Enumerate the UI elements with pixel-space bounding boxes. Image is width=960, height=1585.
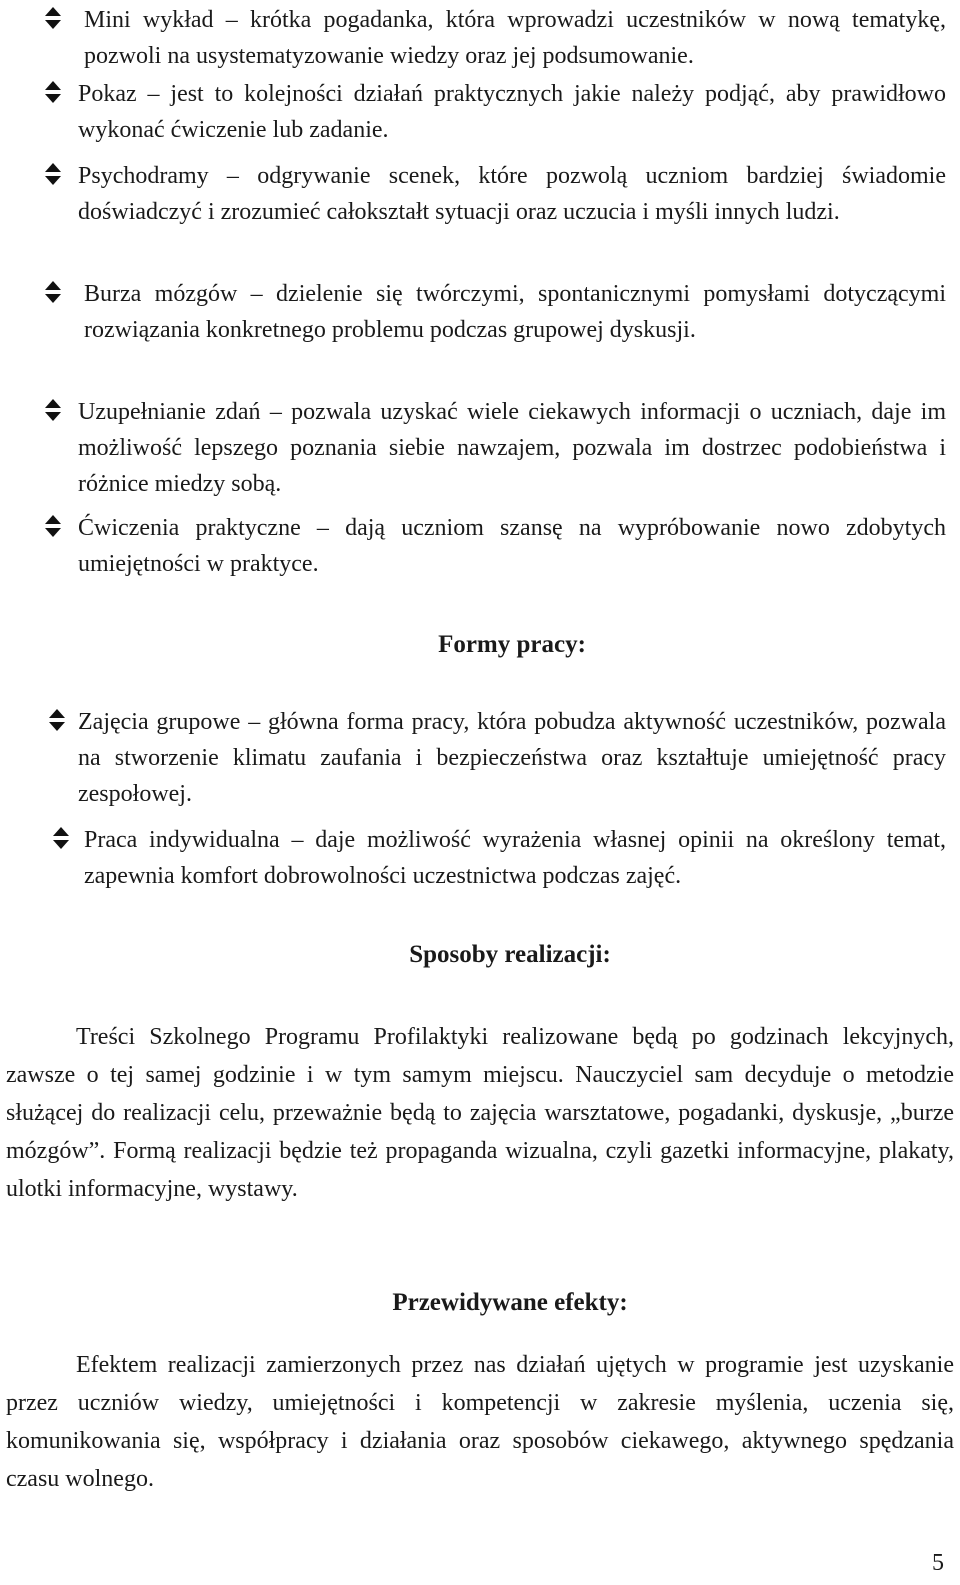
method-text: Burza mózgów – dzielenie się twórczymi, spontanicznymi pomysłami dotyczącymi rozwiązania konkretnego problemu podczas grupowej dyskusji. (84, 281, 946, 343)
effects-heading: Przewidywane efekty: (392, 1289, 628, 1316)
method-item (44, 158, 946, 230)
form-item (44, 822, 946, 894)
forms-heading: Formy pracy: (438, 631, 586, 658)
method-item (44, 2, 946, 74)
double-arrow-icon (48, 707, 66, 733)
method-text: Ćwiczenia praktyczne – dają uczniom szansę na wypróbowanie nowo zdobytych umiejętności w praktyce. (78, 515, 946, 577)
page-number: 5 (932, 1550, 944, 1576)
double-arrow-icon (44, 513, 62, 539)
double-arrow-icon (44, 161, 62, 187)
effects-paragraph: Efektem realizacji zamierzonych przez nas działań ujętych w programie jest uzyskanie przez uczniów wiedzy, umiejętności i kompetencji w zakresie myślenia, uczenia się, komunikowania się, współpracy i działania oraz sposobów ciekawego, aktywnego spędzania czasu wolnego. (6, 1352, 954, 1492)
double-arrow-icon (44, 5, 62, 31)
method-text: Psychodramy – odgrywanie scenek, które pozwolą uczniom bardziej świadomie doświadczyć i zrozumieć całokształt sytuacji oraz uczucia i myśli innych ludzi. (78, 163, 946, 225)
realization-heading: Sposoby realizacji: (409, 941, 611, 968)
double-arrow-icon (44, 397, 62, 423)
double-arrow-icon (44, 279, 62, 305)
form-text: Zajęcia grupowe – główna forma pracy, która pobudza aktywność uczestników, pozwala na stworzenie klimatu zaufania i bezpieczeństwa oraz kształtuje umiejętność pracy zespołowej. (78, 709, 946, 807)
method-item (44, 394, 946, 502)
realization-paragraph: Treści Szkolnego Programu Profilaktyki realizowane będą po godzinach lekcyjnych, zawsze o tej samej godzinie i w tym samym miejscu. Nauczyciel sam decyduje o metodzie służącej do realizacji celu, przeważnie będą to zajęcia warsztatowe, pogadanki, dyskusje, „burze mózgów”. Formą realizacji będzie też propaganda wizualna, czyli gazetki informacyjne, plakaty, ulotki informacyjne, wystawy. (6, 1024, 954, 1202)
method-item (44, 76, 946, 148)
method-text: Uzupełnianie zdań – pozwala uzyskać wiele ciekawych informacji o uczniach, daje im możliwość lepszego poznania siebie nawzajem, pozwala im dostrzec podobieństwa i różnice miedzy sobą. (78, 399, 946, 497)
method-text: Mini wykład – krótka pogadanka, która wprowadzi uczestników w nową tematykę, pozwoli na usystematyzowanie wiedzy oraz jej podsumowanie. (84, 7, 946, 69)
form-text: Praca indywidualna – daje możliwość wyrażenia własnej opinii na określony temat, zapewnia komfort dobrowolności uczestnictwa podczas zajęć. (84, 827, 946, 889)
method-text: Pokaz – jest to kolejności działań praktycznych jakie należy podjąć, aby prawidłowo wykonać ćwiczenie lub zadanie. (78, 81, 946, 143)
double-arrow-icon (52, 825, 70, 851)
method-item (44, 510, 946, 582)
double-arrow-icon (44, 79, 62, 105)
method-item (44, 276, 946, 348)
form-item (44, 704, 946, 812)
